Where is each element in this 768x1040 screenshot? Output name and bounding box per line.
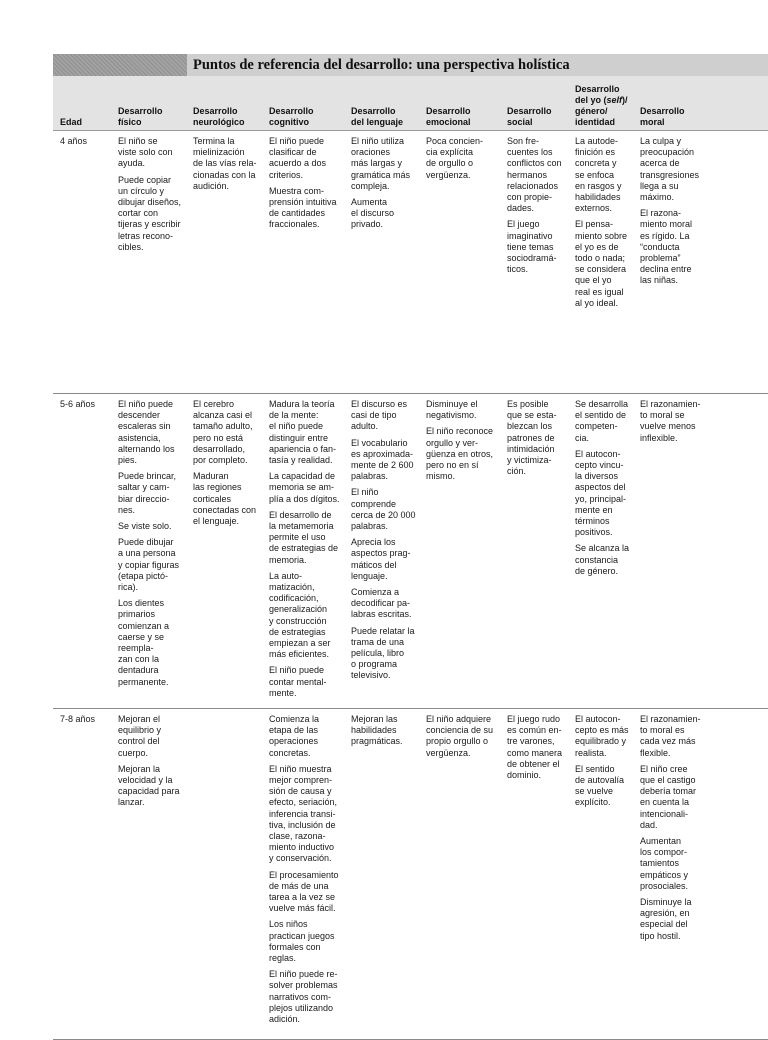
cell-paragraph: Mejoran la velocidad y la capacidad para lanzar. (118, 763, 180, 808)
cell-emotional (426, 399, 493, 487)
cell-self-identity (575, 714, 629, 814)
age-cell: 7-8 años (60, 714, 96, 724)
header-social: Desarrollo social (507, 106, 552, 127)
header-neurological: Desarrollo neurológico (193, 106, 245, 127)
cell-paragraph: El niño reconoce orgullo y ver- güenza en otros, pero no en sí mismo. (426, 426, 494, 482)
cell-paragraph: El juego rudo es común en- tre varones, como manera de obtener el dominio. (507, 714, 563, 781)
cell-moral (640, 136, 699, 292)
cell-paragraph: Aprecia los aspectos prag- máticos del lenguaje. (351, 537, 411, 581)
cell-moral (640, 399, 701, 449)
cell-paragraph: El niño se viste solo con ayuda. (118, 136, 173, 169)
header-language: Desarrollo del lenguaje (351, 106, 404, 127)
age-cell: 4 años (60, 136, 88, 146)
cell-paragraph: El niño puede descender escaleras sin asistencia, alternando los pies. (118, 399, 175, 466)
header-physical: Desarrollo físico (118, 106, 163, 127)
header-cognitive: Desarrollo cognitivo (269, 106, 314, 127)
cell-paragraph: Poca concien- cia explícita de orgullo o vergüenza. (426, 136, 484, 180)
cell-paragraph: El niño muestra mejor compren- sión de causa y efecto, seriación, inferencia transi- tiva, inclusión de clase, razona- miento inductivo y conservación. (269, 763, 338, 864)
cell-paragraph: El razonamien- to moral se vuelve menos inflexible. (640, 399, 701, 443)
cell-paragraph: Disminuye el negativismo. (426, 399, 478, 421)
cell-paragraph: El niño puede re- solver problemas narrativos com- plejos utilizando adición. (269, 969, 338, 1025)
cell-paragraph: El vocabulario es aproximada- mente de 2 600 palabras. (351, 437, 414, 482)
cell-neurological (193, 399, 256, 532)
cell-paragraph: El sentido de autovalía se vuelve explícito. (575, 763, 625, 808)
cell-paragraph: Muestra com- prensión intuitiva de cantidades fraccionales. (269, 185, 337, 230)
cell-paragraph: Comienza la etapa de las operaciones concretas. (269, 714, 320, 758)
header-emotional: Desarrollo emocional (426, 106, 471, 127)
cell-paragraph: Aumenta el discurso privado. (351, 197, 395, 230)
cell-paragraph: El pensa- miento sobre el yo es de todo o nada; se considera que el yo real es igual al yo ideal. (575, 219, 628, 308)
cell-paragraph: El autocon- cepto es más equilibrado y realista. (575, 714, 629, 758)
cell-paragraph: Puede relatar la trama de una película, libro o programa televisivo. (351, 625, 415, 681)
cell-paragraph: El cerebro alcanza casi el tamaño adulto, pero no está desarrollado, por completo. (193, 399, 253, 466)
cell-paragraph: Mejoran el equilibrio y control del cuerpo. (118, 714, 162, 758)
cell-paragraph: Se desarrolla el sentido de competen- cia. (575, 399, 629, 443)
cell-paragraph: El desarrollo de la metamemoria permite el uso de estrategias de memoria. (269, 509, 339, 565)
table-row (53, 709, 768, 1040)
cell-language (351, 136, 410, 236)
cell-language (351, 714, 403, 753)
cell-paragraph: Es posible que se esta- blezcan los patrones de intimidación y victimiza- ción. (507, 399, 557, 477)
cell-paragraph: La auto- matización, codificación, generalización y construcción de estrategias empiezan a ser más eficientes. (269, 570, 331, 660)
cell-social (507, 136, 562, 280)
table-row (53, 394, 768, 709)
cell-paragraph: La capacidad de memoria se am- plía a dos dígitos. (269, 471, 340, 504)
cell-paragraph: El niño comprende cerca de 20 000 palabras. (351, 487, 416, 532)
table-header (53, 76, 768, 131)
age-cell: 5-6 años (60, 399, 96, 409)
title-pattern (53, 54, 187, 76)
table-body (53, 131, 768, 1040)
cell-physical (118, 714, 180, 814)
cell-self-identity (575, 399, 629, 582)
cell-paragraph: El razona- miento moral es rígido. La “conducta problema” declina entre las niñas. (640, 208, 693, 286)
cell-paragraph: Son fre- cuentes los conflictos con hermanos relacionados con propie- dades. (507, 136, 562, 214)
cell-cognitive (269, 136, 337, 236)
cell-paragraph: El niño adquiere conciencia de su propio orgullo o vergüenza. (426, 714, 494, 758)
cell-paragraph: Maduran las regiones corticales conectadas con el lenguaje. (193, 471, 257, 527)
cell-paragraph: Termina la mielinización de las vías rela- cionadas con la audición. (193, 136, 257, 191)
cell-paragraph: Aumentan los compor- tamientos empáticos y prosociales. (640, 836, 689, 891)
cell-paragraph: Se alcanza la constancia de género. (575, 543, 630, 576)
cell-paragraph: Disminuye la agresión, en especial del tipo hostil. (640, 897, 692, 941)
cell-paragraph: El niño utiliza oraciones más largas y gramática más compleja. (351, 136, 411, 191)
cell-paragraph: El procesamiento de más de una tarea a la vez se vuelve más fácil. (269, 869, 339, 914)
cell-paragraph: Puede brincar, saltar y cam- biar direccio- nes. (118, 471, 177, 515)
cell-paragraph: La autode- finición es concreta y se enfoca en rasgos y habilidades externos. (575, 136, 622, 214)
cell-paragraph: Mejoran las habilidades pragmáticas. (351, 714, 403, 747)
header-moral: Desarrollo moral (640, 106, 685, 127)
cell-paragraph: El juego imaginativo tiene temas sociodramá- ticos. (507, 219, 557, 275)
cell-paragraph: Se viste solo. (118, 521, 172, 532)
header-self-identity: Desarrollo del yo (self)/ género/ identidad (575, 84, 628, 127)
cell-paragraph: El niño puede clasificar de acuerdo a dos criterios. (269, 136, 327, 180)
cell-self-identity (575, 136, 627, 314)
cell-paragraph: El autocon- cepto vincu- la diversos aspectos del yo, principal- mente en términos positivos. (575, 448, 627, 538)
cell-paragraph: Los niños practican juegos formales con reglas. (269, 919, 335, 964)
cell-paragraph: El niño puede contar mental- mente. (269, 665, 327, 698)
cell-paragraph: Puede copiar un círculo y dibujar diseños, cortar con tijeras y escribir letras recono- cibles. (118, 174, 182, 252)
cell-emotional (426, 714, 493, 764)
table-title: Puntos de referencia del desarrollo: una perspectiva holística (187, 54, 768, 76)
header-age: Edad (60, 117, 83, 127)
cell-language (351, 399, 416, 687)
cell-cognitive (269, 714, 339, 1030)
cell-neurological (193, 136, 257, 197)
cell-social (507, 714, 562, 786)
cell-moral (640, 714, 701, 947)
cell-paragraph: Madura la teoría de la mente: el niño puede distinguir entre apariencia o fan- tasía y realidad. (269, 399, 337, 466)
development-table (53, 54, 768, 1040)
cell-paragraph: La culpa y preocupación acerca de transgresiones llega a su máximo. (640, 136, 700, 203)
cell-paragraph: El razonamien- to moral es cada vez más flexible. (640, 714, 701, 758)
cell-cognitive (269, 399, 340, 704)
cell-social (507, 399, 557, 482)
cell-emotional (426, 136, 483, 186)
cell-paragraph: El discurso es casi de tipo adulto. (351, 399, 408, 432)
title-bar (53, 54, 768, 76)
cell-physical (118, 136, 181, 258)
cell-physical (118, 399, 179, 693)
cell-paragraph: Puede dibujar a una persona y copiar figuras (etapa pictó- rica). (118, 537, 180, 593)
table-row (53, 131, 768, 394)
cell-paragraph: Comienza a decodificar pa- labras escritas. (351, 587, 412, 620)
cell-paragraph: Los dientes primarios comienzan a caerse y se reempla- zan con la dentadura permanente. (118, 598, 170, 687)
cell-paragraph: El niño cree que el castigo debería tomar en cuenta la intencionali- dad. (640, 763, 697, 830)
